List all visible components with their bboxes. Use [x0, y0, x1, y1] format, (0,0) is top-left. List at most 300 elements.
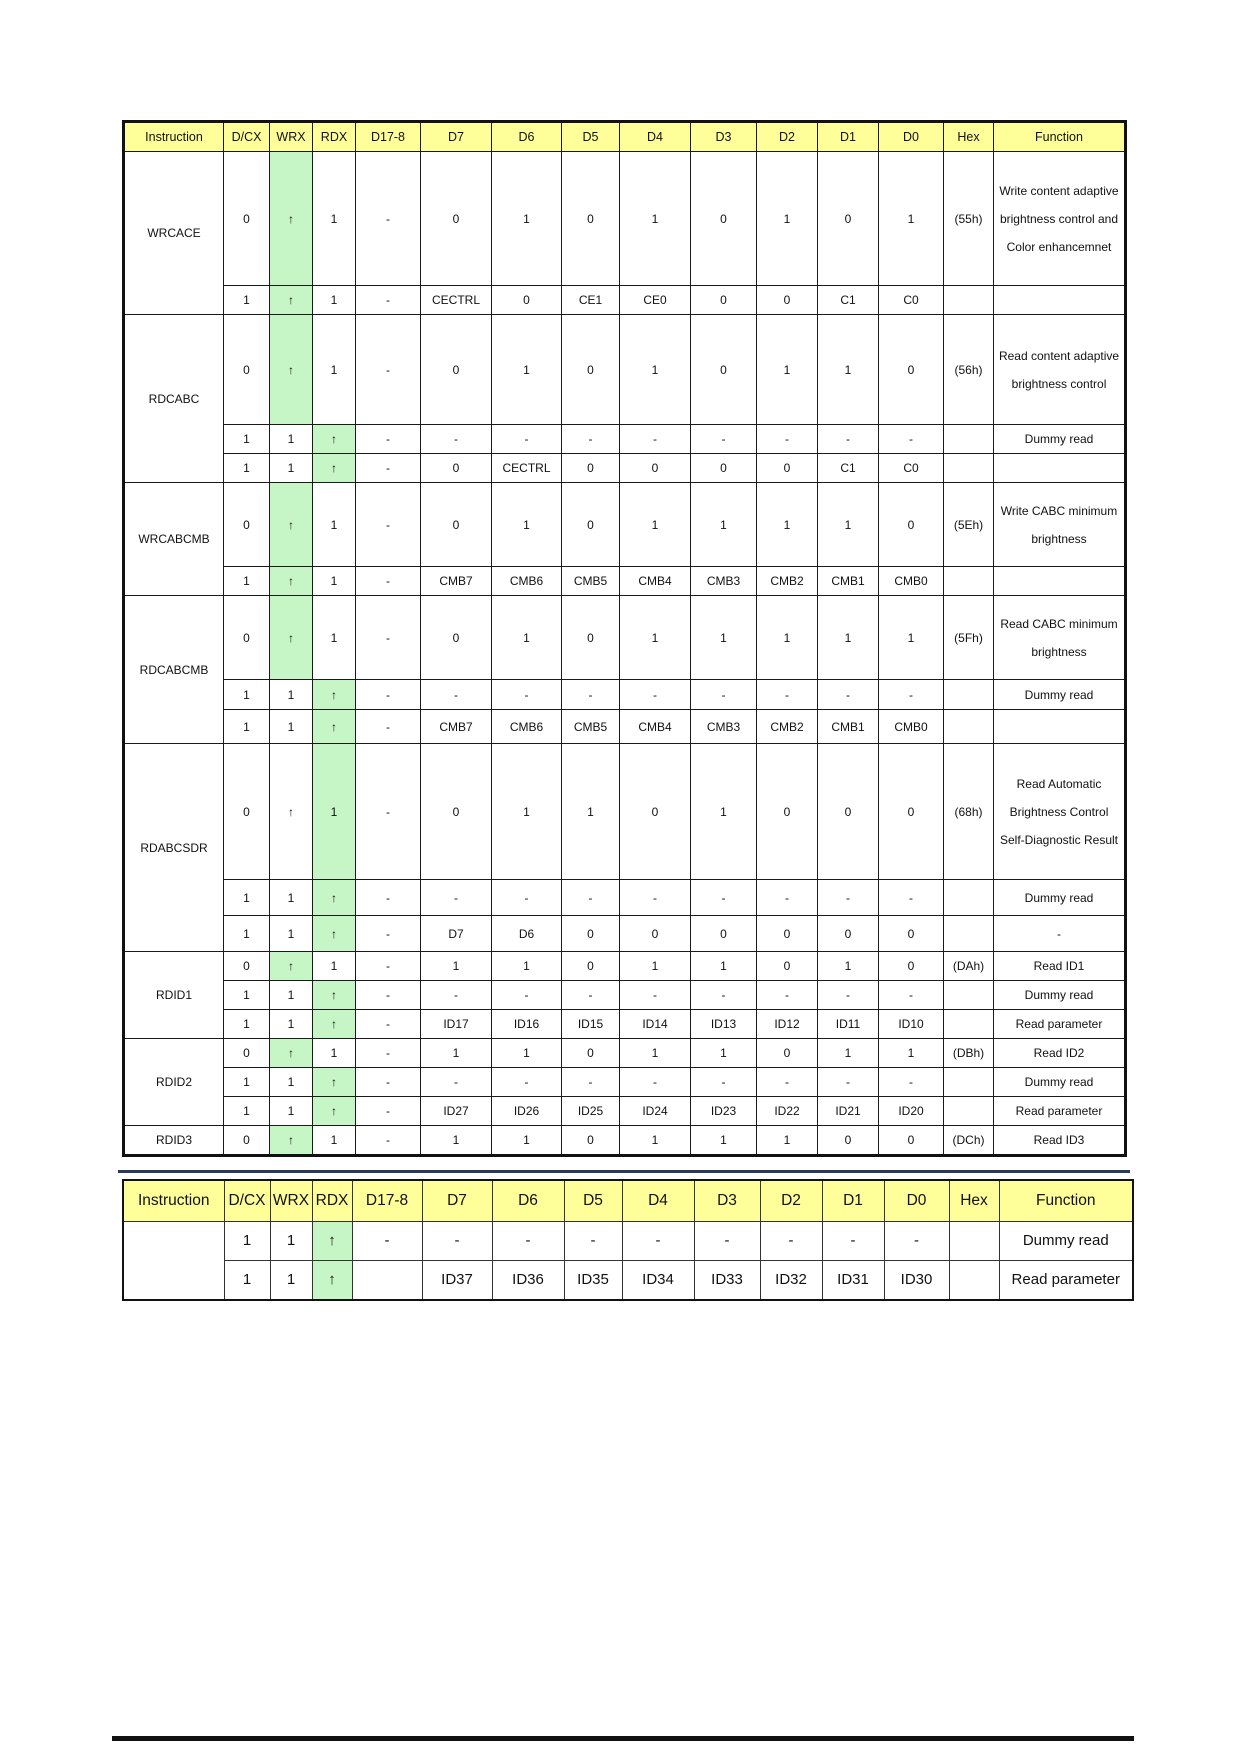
header-cell: D6 — [492, 122, 562, 152]
cell-d0: 0 — [879, 483, 944, 567]
cell-d178: - — [356, 1126, 421, 1156]
cell-d6: ID26 — [492, 1097, 562, 1126]
cell-d7: D7 — [421, 916, 492, 952]
cell-d0: - — [879, 880, 944, 916]
header-cell: D3 — [694, 1180, 760, 1222]
cell-d1: CMB1 — [818, 710, 879, 744]
cell-fn: - — [994, 916, 1126, 952]
cell-d3: 0 — [691, 454, 757, 483]
cell-d0: C0 — [879, 286, 944, 315]
cell-d5: 1 — [562, 744, 620, 880]
cell-d3: - — [691, 1068, 757, 1097]
table-row — [124, 567, 1126, 596]
instruction-name: RDID3 — [124, 1126, 224, 1156]
cell-rdx: ↑ — [313, 454, 356, 483]
header-cell: D7 — [422, 1180, 492, 1222]
cell-d5: - — [562, 680, 620, 710]
cell-d4: 1 — [620, 1039, 691, 1068]
cell-d0: 1 — [879, 152, 944, 286]
cell-d1: - — [818, 880, 879, 916]
cell-d2: ID12 — [757, 1010, 818, 1039]
header-row — [124, 122, 1126, 152]
cell-d6: 1 — [492, 1126, 562, 1156]
cell-d0: 0 — [879, 315, 944, 425]
cell-rdx: ↑ — [312, 1261, 352, 1301]
cell-fn — [994, 454, 1126, 483]
cell-d6: - — [492, 680, 562, 710]
cell-d2: - — [757, 880, 818, 916]
cell-d6: 1 — [492, 596, 562, 680]
cell-d5: 0 — [562, 483, 620, 567]
cell-d3: 0 — [691, 916, 757, 952]
header-cell: Function — [999, 1180, 1133, 1222]
cell-d2: 1 — [757, 1126, 818, 1156]
cell-d178: - — [356, 916, 421, 952]
header-cell: Hex — [949, 1180, 999, 1222]
cell-d6: 1 — [492, 152, 562, 286]
cell-d6: - — [492, 981, 562, 1010]
instruction-table — [122, 120, 1127, 1157]
cell-rdx: ↑ — [312, 1222, 352, 1261]
table-row — [124, 1097, 1126, 1126]
cell-d3: - — [694, 1222, 760, 1261]
cell-d178: - — [356, 744, 421, 880]
cell-wrx: 1 — [270, 1068, 313, 1097]
cell-wrx: ↑ — [270, 1126, 313, 1156]
cell-wrx: 1 — [270, 880, 313, 916]
cell-d178: - — [352, 1222, 422, 1261]
cell-d178: - — [356, 1039, 421, 1068]
cell-rdx: ↑ — [313, 1097, 356, 1126]
cell-dcx: 1 — [224, 1010, 270, 1039]
cell-d4: 0 — [620, 916, 691, 952]
cell-d6: 1 — [492, 744, 562, 880]
cell-d3: ID23 — [691, 1097, 757, 1126]
cell-d5: CMB5 — [562, 710, 620, 744]
table-row — [124, 981, 1126, 1010]
cell-d5: ID25 — [562, 1097, 620, 1126]
cell-d178: - — [356, 1010, 421, 1039]
table-row — [124, 425, 1126, 454]
instruction-name: RDCABCMB — [124, 596, 224, 744]
cell-rdx: 1 — [313, 567, 356, 596]
header-cell: D3 — [691, 122, 757, 152]
cell-d0: CMB0 — [879, 567, 944, 596]
table-row — [124, 1010, 1126, 1039]
cell-fn — [994, 286, 1126, 315]
cell-d3: 1 — [691, 1039, 757, 1068]
cell-d3: 0 — [691, 152, 757, 286]
cell-d2: CMB2 — [757, 567, 818, 596]
cell-d6: ID36 — [492, 1261, 564, 1301]
cell-dcx: 0 — [224, 483, 270, 567]
cell-d5: ID35 — [564, 1261, 622, 1301]
table-row — [124, 454, 1126, 483]
cell-d178: - — [356, 1097, 421, 1126]
header-cell: D17-8 — [356, 122, 421, 152]
header-cell: Instruction — [124, 122, 224, 152]
table-row — [124, 152, 1126, 286]
cell-wrx: ↑ — [270, 596, 313, 680]
header-cell: D6 — [492, 1180, 564, 1222]
cell-d1: 1 — [818, 483, 879, 567]
cell-d3: - — [691, 880, 757, 916]
cell-dcx: 0 — [224, 315, 270, 425]
table-row — [124, 710, 1126, 744]
cell-d3: - — [691, 981, 757, 1010]
cell-hex — [949, 1222, 999, 1261]
cell-rdx: ↑ — [313, 710, 356, 744]
cell-hex — [944, 710, 994, 744]
cell-d4: - — [620, 680, 691, 710]
cell-d1: - — [818, 981, 879, 1010]
cell-d3: 0 — [691, 315, 757, 425]
cell-d4: CMB4 — [620, 567, 691, 596]
table-row — [124, 880, 1126, 916]
cell-d7: 0 — [421, 744, 492, 880]
cell-wrx: ↑ — [270, 152, 313, 286]
cell-d0: ID10 — [879, 1010, 944, 1039]
cell-d178: - — [356, 596, 421, 680]
cell-dcx: 1 — [224, 567, 270, 596]
cell-dcx: 1 — [224, 680, 270, 710]
cell-d5: 0 — [562, 596, 620, 680]
cell-d5: 0 — [562, 952, 620, 981]
cell-d178: - — [356, 680, 421, 710]
cell-d4: 1 — [620, 483, 691, 567]
cell-d7: 1 — [421, 1039, 492, 1068]
cell-d3: 1 — [691, 1126, 757, 1156]
cell-d2: - — [760, 1222, 822, 1261]
header-cell: WRX — [270, 122, 313, 152]
cell-hex — [944, 1097, 994, 1126]
cell-d0: 1 — [879, 596, 944, 680]
cell-d7: 1 — [421, 1126, 492, 1156]
cell-fn: Dummy read — [994, 425, 1126, 454]
cell-dcx: 1 — [224, 1222, 270, 1261]
header-cell: Instruction — [123, 1180, 224, 1222]
cell-d1: CMB1 — [818, 567, 879, 596]
cell-d6: - — [492, 880, 562, 916]
header-cell: Hex — [944, 122, 994, 152]
cell-rdx: ↑ — [313, 425, 356, 454]
cell-d4: - — [620, 880, 691, 916]
table-row — [123, 1261, 1133, 1301]
cell-d178: - — [356, 1068, 421, 1097]
cell-d6: CMB6 — [492, 710, 562, 744]
cell-dcx: 1 — [224, 1261, 270, 1301]
cell-wrx: ↑ — [270, 1039, 313, 1068]
cell-d178: - — [356, 981, 421, 1010]
cell-d0: ID30 — [884, 1261, 949, 1301]
cell-wrx: 1 — [270, 981, 313, 1010]
header-cell: D2 — [757, 122, 818, 152]
cell-d178: - — [356, 483, 421, 567]
cell-hex: (5Eh) — [944, 483, 994, 567]
cell-rdx: ↑ — [313, 916, 356, 952]
cell-rdx: 1 — [313, 315, 356, 425]
cell-fn: Dummy read — [999, 1222, 1133, 1261]
cell-d2: - — [757, 1068, 818, 1097]
cell-d7: ID17 — [421, 1010, 492, 1039]
cell-d2: - — [757, 981, 818, 1010]
footer-rule — [112, 1736, 1134, 1741]
cell-hex — [949, 1261, 999, 1301]
cell-d5: 0 — [562, 152, 620, 286]
cell-wrx: 1 — [270, 710, 313, 744]
cell-hex: (DAh) — [944, 952, 994, 981]
cell-fn — [994, 567, 1126, 596]
cell-d6: CECTRL — [492, 454, 562, 483]
cell-d178: - — [356, 286, 421, 315]
cell-d7: 0 — [421, 315, 492, 425]
cell-wrx: 1 — [270, 680, 313, 710]
cell-d7: 0 — [421, 454, 492, 483]
header-cell: D/CX — [224, 1180, 270, 1222]
cell-fn: Dummy read — [994, 981, 1126, 1010]
cell-d1: ID31 — [822, 1261, 884, 1301]
cell-d4: 1 — [620, 152, 691, 286]
cell-wrx: 1 — [270, 1222, 312, 1261]
header-cell: RDX — [313, 122, 356, 152]
cell-rdx: 1 — [313, 1039, 356, 1068]
cell-d3: - — [691, 680, 757, 710]
cell-dcx: 1 — [224, 981, 270, 1010]
cell-d0: - — [879, 680, 944, 710]
cell-d4: 1 — [620, 1126, 691, 1156]
cell-d1: 1 — [818, 1039, 879, 1068]
header-cell: D/CX — [224, 122, 270, 152]
cell-hex — [944, 880, 994, 916]
cell-rdx: 1 — [313, 1126, 356, 1156]
cell-d2: 0 — [757, 916, 818, 952]
cell-rdx: 1 — [313, 286, 356, 315]
instruction-name: RDID2 — [124, 1039, 224, 1126]
cell-d0: - — [879, 981, 944, 1010]
header-cell: D5 — [564, 1180, 622, 1222]
cell-fn: Read parameter — [999, 1261, 1133, 1301]
cell-d2: 0 — [757, 286, 818, 315]
cell-d4: ID24 — [620, 1097, 691, 1126]
cell-d4: CMB4 — [620, 710, 691, 744]
instruction-name — [123, 1222, 224, 1301]
cell-fn: Dummy read — [994, 880, 1126, 916]
cell-dcx: 1 — [224, 454, 270, 483]
cell-d178: - — [356, 425, 421, 454]
cell-d5: - — [562, 425, 620, 454]
instruction-name: WRCABCMB — [124, 483, 224, 596]
cell-d0: - — [884, 1222, 949, 1261]
cell-fn: Write content adaptive brightness control and Color enhancemnet — [994, 152, 1126, 286]
cell-d1: C1 — [818, 454, 879, 483]
table-row — [124, 1039, 1126, 1068]
cell-d6: 0 — [492, 286, 562, 315]
cell-d178 — [352, 1261, 422, 1301]
table-row — [124, 596, 1126, 680]
cell-d3: ID13 — [691, 1010, 757, 1039]
header-cell: D4 — [620, 122, 691, 152]
cell-d3: CMB3 — [691, 567, 757, 596]
table-row — [123, 1222, 1133, 1261]
cell-dcx: 1 — [224, 425, 270, 454]
cell-d1: 1 — [818, 315, 879, 425]
cell-d6: 1 — [492, 483, 562, 567]
cell-dcx: 0 — [224, 1126, 270, 1156]
cell-d2: 0 — [757, 1039, 818, 1068]
header-cell: D1 — [818, 122, 879, 152]
cell-dcx: 1 — [224, 710, 270, 744]
cell-fn: Read parameter — [994, 1010, 1126, 1039]
cell-d4: 0 — [620, 744, 691, 880]
cell-d1: - — [818, 1068, 879, 1097]
cell-hex — [944, 454, 994, 483]
table-row — [124, 744, 1126, 880]
cell-hex: (56h) — [944, 315, 994, 425]
cell-d0: 0 — [879, 1126, 944, 1156]
cell-hex: (DBh) — [944, 1039, 994, 1068]
cell-d178: - — [356, 315, 421, 425]
cell-dcx: 0 — [224, 596, 270, 680]
cell-d6: 1 — [492, 1039, 562, 1068]
cell-d0: 1 — [879, 1039, 944, 1068]
table-row — [124, 483, 1126, 567]
header-cell: RDX — [312, 1180, 352, 1222]
cell-hex — [944, 425, 994, 454]
cell-rdx: ↑ — [313, 981, 356, 1010]
table-row — [124, 680, 1126, 710]
cell-wrx: ↑ — [270, 952, 313, 981]
cell-d4: - — [620, 425, 691, 454]
cell-d178: - — [356, 710, 421, 744]
cell-d6: 1 — [492, 952, 562, 981]
header-cell: D17-8 — [352, 1180, 422, 1222]
cell-d178: - — [356, 952, 421, 981]
cell-rdx: ↑ — [313, 1068, 356, 1097]
cell-d2: ID32 — [760, 1261, 822, 1301]
cell-d1: 1 — [818, 952, 879, 981]
cell-d7: ID27 — [421, 1097, 492, 1126]
cell-d4: - — [620, 981, 691, 1010]
cell-fn: Write CABC minimum brightness — [994, 483, 1126, 567]
cell-hex — [944, 567, 994, 596]
cell-d5: 0 — [562, 454, 620, 483]
instruction-name: RDID1 — [124, 952, 224, 1039]
cell-d7: 0 — [421, 483, 492, 567]
cell-wrx: ↑ — [270, 483, 313, 567]
cell-d4: 1 — [620, 952, 691, 981]
cell-d7: 1 — [421, 952, 492, 981]
cell-d5: CMB5 — [562, 567, 620, 596]
cell-rdx: 1 — [313, 952, 356, 981]
cell-fn: Read CABC minimum brightness — [994, 596, 1126, 680]
cell-d5: ID15 — [562, 1010, 620, 1039]
cell-d5: 0 — [562, 1126, 620, 1156]
cell-d3: ID33 — [694, 1261, 760, 1301]
cell-d5: 0 — [562, 916, 620, 952]
cell-d1: - — [818, 425, 879, 454]
cell-d2: - — [757, 680, 818, 710]
cell-d7: - — [421, 880, 492, 916]
cell-dcx: 1 — [224, 916, 270, 952]
cell-d5: - — [562, 1068, 620, 1097]
cell-dcx: 0 — [224, 952, 270, 981]
cell-d6: ID16 — [492, 1010, 562, 1039]
cell-wrx: ↑ — [270, 567, 313, 596]
instruction-name: WRCACE — [124, 152, 224, 315]
cell-fn: Read Automatic Brightness Control Self-Diagnostic Result — [994, 744, 1126, 880]
cell-wrx: 1 — [270, 425, 313, 454]
cell-d6: 1 — [492, 315, 562, 425]
header-cell: D7 — [421, 122, 492, 152]
cell-d0: C0 — [879, 454, 944, 483]
cell-fn: Dummy read — [994, 1068, 1126, 1097]
header-cell: D0 — [879, 122, 944, 152]
header-cell: WRX — [270, 1180, 312, 1222]
cell-d1: - — [818, 680, 879, 710]
cell-hex — [944, 680, 994, 710]
cell-d1: 0 — [818, 1126, 879, 1156]
cell-rdx: ↑ — [313, 680, 356, 710]
cell-wrx: ↑ — [270, 744, 313, 880]
cell-wrx: 1 — [270, 1010, 313, 1039]
cell-d2: 1 — [757, 596, 818, 680]
cell-d2: CMB2 — [757, 710, 818, 744]
cell-d178: - — [356, 152, 421, 286]
cell-d5: 0 — [562, 1039, 620, 1068]
cell-rdx: ↑ — [313, 880, 356, 916]
cell-d178: - — [356, 567, 421, 596]
cell-d7: - — [421, 680, 492, 710]
cell-d0: - — [879, 425, 944, 454]
cell-d2: 0 — [757, 454, 818, 483]
cell-rdx: 1 — [313, 744, 356, 880]
cell-d3: 1 — [691, 952, 757, 981]
table-row — [124, 315, 1126, 425]
cell-d1: 0 — [818, 744, 879, 880]
cell-d3: CMB3 — [691, 710, 757, 744]
cell-wrx: 1 — [270, 454, 313, 483]
instruction-name: RDABCSDR — [124, 744, 224, 952]
cell-d0: 0 — [879, 744, 944, 880]
cell-d178: - — [356, 454, 421, 483]
header-cell: D5 — [562, 122, 620, 152]
cell-d0: CMB0 — [879, 710, 944, 744]
cell-d0: 0 — [879, 916, 944, 952]
cell-d5: 0 — [562, 315, 620, 425]
cell-rdx: 1 — [313, 596, 356, 680]
cell-wrx: 1 — [270, 1261, 312, 1301]
cell-d2: - — [757, 425, 818, 454]
table-row — [124, 1126, 1126, 1156]
cell-dcx: 0 — [224, 152, 270, 286]
cell-dcx: 1 — [224, 286, 270, 315]
cell-d1: C1 — [818, 286, 879, 315]
table-row — [124, 916, 1126, 952]
header-row — [123, 1180, 1133, 1222]
cell-d2: 1 — [757, 152, 818, 286]
header-cell: D4 — [622, 1180, 694, 1222]
cell-d3: 1 — [691, 744, 757, 880]
cell-d4: ID34 — [622, 1261, 694, 1301]
cell-dcx: 1 — [224, 1097, 270, 1126]
cell-d3: 1 — [691, 596, 757, 680]
cell-d178: - — [356, 880, 421, 916]
cell-hex — [944, 916, 994, 952]
header-cell: D0 — [884, 1180, 949, 1222]
table-row — [124, 286, 1126, 315]
cell-d7: - — [421, 1068, 492, 1097]
cell-hex — [944, 981, 994, 1010]
